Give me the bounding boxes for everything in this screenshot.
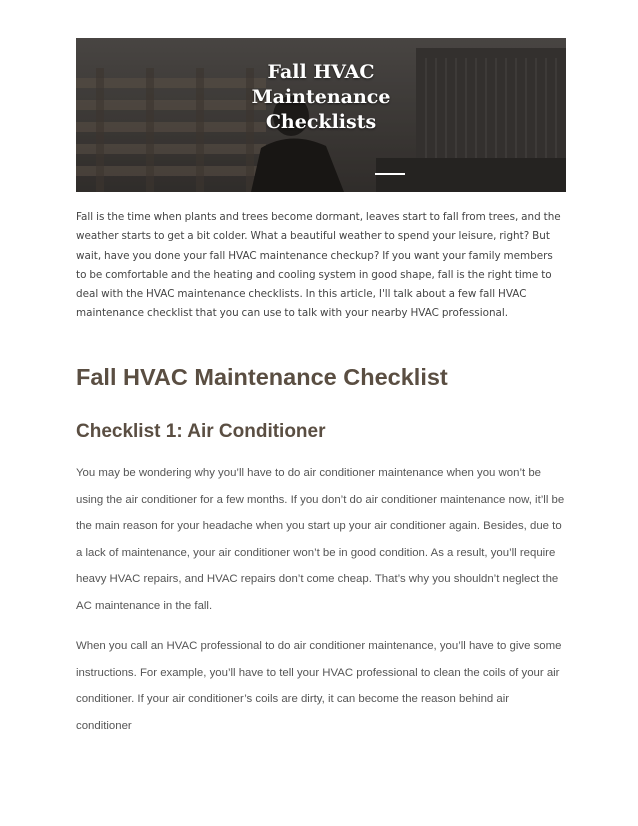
body-paragraph-1: You may be wondering why you’ll have to do air conditioner maintenance when you won’t be using the air conditioner for a few months. If you don’t do air conditioner maintenance now, it’ll be the main reason for your headache when you start up your air conditioner again. Besides, due to a lack of maintenance, your air conditioner won’t be in good condition. As a result, you’ll require heavy HVAC repairs, and HVAC repairs don’t come cheap. That’s why you shouldn’t neglect the AC maintenance in the fall. [76,467,565,612]
checklist-subheading: Checklist 1: Air Conditioner [76,421,326,442]
hero-title-line-2: Maintenance [251,86,391,108]
hero-title-underline [375,173,405,175]
hero-image [76,38,566,192]
body-paragraph-2: When you call an HVAC professional to do air conditioner maintenance, you’ll have to give some instructions. For example, you’ll have to tell your HVAC professional to clean the coils of your air conditioner. If your air conditioner’s coils are dirty, it can become the reason behind air conditioner [76,640,562,732]
hero-title-line-3: Checklists [265,111,377,133]
hero-title [76,60,566,135]
intro-paragraph: Fall is the time when plants and trees become dormant, leaves start to fall from trees, and the weather starts to get a bit colder. What a beautiful weather to spend your leisure, right? But wait, have you done your fall HVAC maintenance checkup? If you want your family members to be comfortable and the heating and cooling system in good shape, fall is the right time to deal with the HVAC maintenance checklists. In this article, I'll talk about a few fall HVAC maintenance checklist that you can use to talk with your nearby HVAC professional. [76,211,561,320]
article-heading: Fall HVAC Maintenance Checklist [76,364,448,390]
hero-title-line-1: Fall HVAC [267,61,375,83]
